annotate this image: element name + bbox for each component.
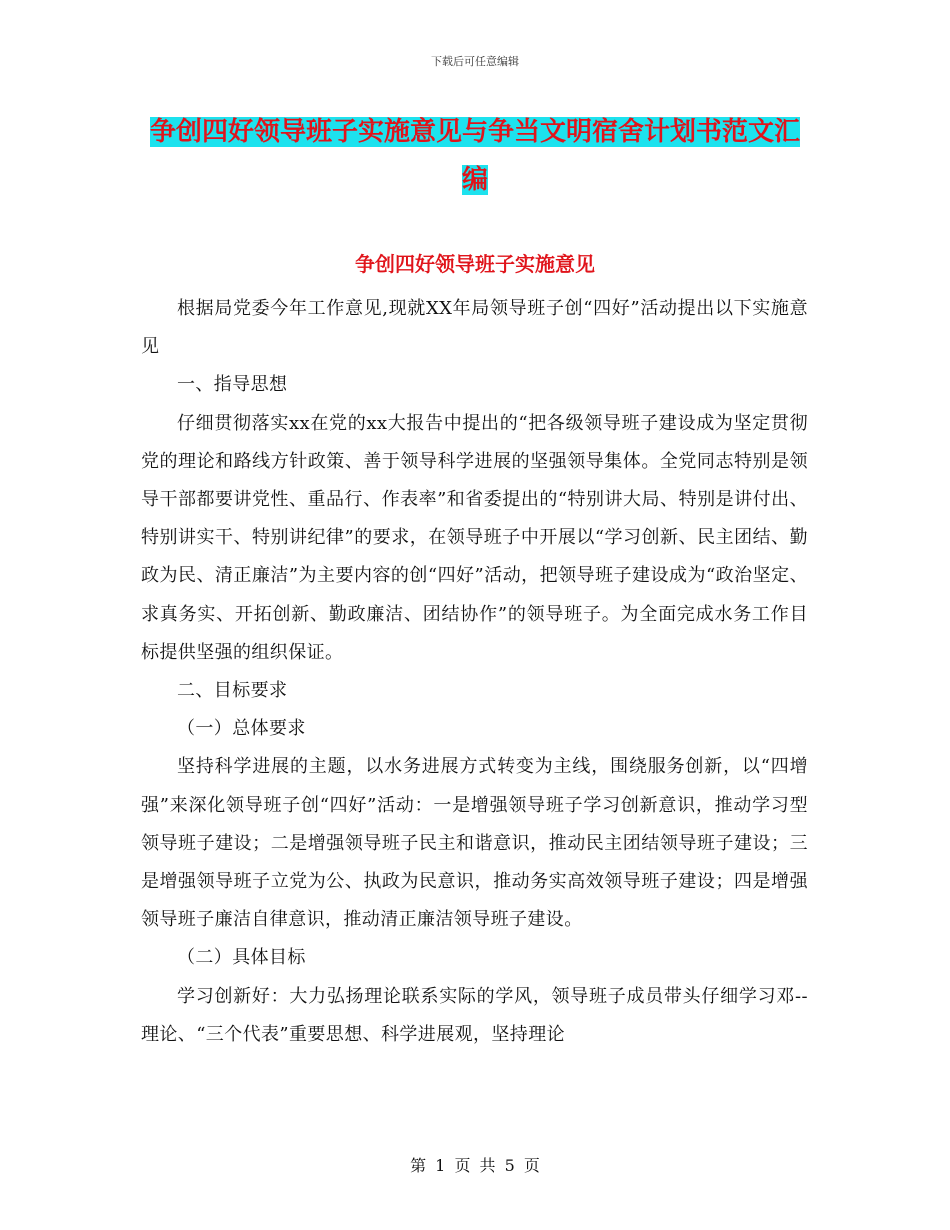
paragraph-intro: 根据局党委今年工作意见,现就XX年局领导班子创“四好”活动提出以下实施意见 bbox=[141, 298, 808, 358]
subheading-overall-requirements: （一）总体要求 bbox=[177, 718, 306, 740]
heading-guiding-thought: 一、指导思想 bbox=[177, 374, 288, 396]
document-title-text: 争创四好领导班子实施意见与争当文明宿舍计划书范文汇编 bbox=[149, 117, 800, 195]
section-title: 争创四好领导班子实施意见 bbox=[355, 252, 595, 276]
page-footer: 第 1 页 共 5 页 bbox=[410, 1156, 540, 1175]
header-note: 下载后可任意编辑 bbox=[431, 55, 519, 68]
document-body bbox=[141, 290, 808, 1054]
paragraph-guiding-thought: 仔细贯彻落实xx在党的xx大报告中提出的“把各级领导班子建设成为坚定贯彻党的理论和路线方针政策、善于领导科学进展的坚强领导集体。全党同志特别是领导干部都要讲党性、重品行、作表率”和省委提出的“特别讲大局、特别是讲付出、特别讲实干、特别讲纪律”的要求，在领导班子中开展以“学习创新、民主团结、勤政为民、清正廉洁”为主要内容的创“四好”活动，把领导班子建设成为“政治坚定、求真务实、开拓创新、勤政廉洁、团结协作”的领导班子。为全面完成水务工作目标提供坚强的组织保证。 bbox=[141, 412, 808, 663]
subheading-specific-goals: （二）具体目标 bbox=[177, 947, 306, 969]
document-title bbox=[140, 108, 810, 204]
heading-goals: 二、目标要求 bbox=[177, 680, 288, 702]
paragraph-overall-requirements: 坚持科学进展的主题，以水务进展方式转变为主线，围绕服务创新，以“四增强”来深化领导班子创“四好”活动：一是增强领导班子学习创新意识，推动学习型领导班子建设；二是增强领导班子民主和谐意识，推动民主团结领导班子建设；三是增强领导班子立党为公、执政为民意识，推动务实高效领导班子建设；四是增强领导班子廉洁自律意识，推动清正廉洁领导班子建设。 bbox=[141, 756, 808, 931]
paragraph-specific-goals: 学习创新好：大力弘扬理论联系实际的学风，领导班子成员带头仔细学习邓--理论、“三个代表”重要思想、科学进展观，坚持理论 bbox=[141, 985, 808, 1045]
